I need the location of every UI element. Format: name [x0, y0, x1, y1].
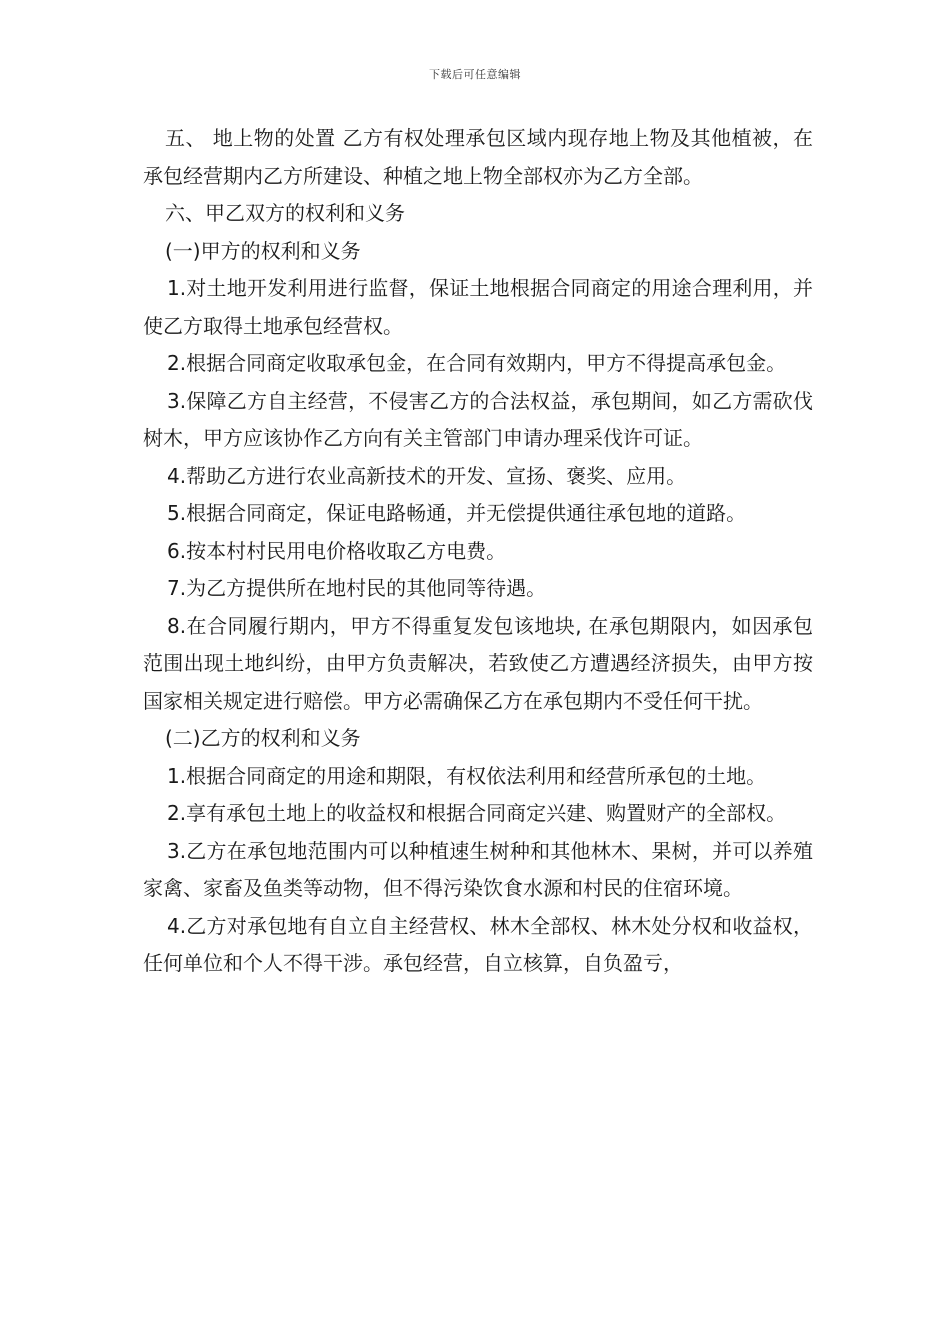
list-item: 6.按本村村民用电价格收取乙方电费。: [167, 538, 507, 563]
list-item: 8.在合同履行期内，甲方不得重复发包该地块, 在承包期限内，如因承包范围出现土地纠纷，由甲方负责解决，若致使乙方遭遇经济损失，由甲方按国家相关规定进行赔偿。甲方必需确保乙方在承包期内不受任何干扰。: [143, 613, 813, 713]
heading-section-6: 六、甲乙双方的权利和义务: [165, 201, 405, 225]
page-header: 下载后可任意编辑: [429, 68, 521, 81]
list-item: 4.帮助乙方进行农业高新技术的开发、宣扬、褒奖、应用。: [167, 463, 687, 488]
list-item: 1.根据合同商定的用途和期限，有权依法利用和经营所承包的土地。: [167, 763, 767, 788]
list-item: 4.乙方对承包地有自立自主经营权、林木全部权、林木处分权和收益权，任何单位和个人不得干涉。承包经营，自立核算，自负盈亏，: [143, 913, 813, 975]
list-item: 3.保障乙方自主经营，不侵害乙方的合法权益，承包期间，如乙方需砍伐树木，甲方应该协作乙方向有关主管部门申请办理采伐许可证。: [143, 388, 813, 450]
list-item: 2.根据合同商定收取承包金，在合同有效期内，甲方不得提高承包金。: [167, 351, 787, 375]
document-body: [143, 120, 813, 983]
subheading-party-b: (二)乙方的权利和义务: [165, 726, 361, 750]
list-item: 1.对土地开发利用进行监督，保证土地根据合同商定的用途合理利用，并使乙方取得土地承包经营权。: [143, 276, 813, 338]
subheading-party-a: (一)甲方的权利和义务: [165, 238, 361, 263]
list-item: 5.根据合同商定，保证电路畅通，并无偿提供通往承包地的道路。: [167, 501, 747, 525]
list-item: 3.乙方在承包地范围内可以种植速生树种和其他林木、果树，并可以养殖家禽、家畜及鱼类等动物，但不得污染饮食水源和村民的住宿环境。: [143, 838, 813, 900]
list-item: 7.为乙方提供所在地村民的其他同等待遇。: [167, 576, 547, 600]
paragraph-section-5: 五、 地上物的处置 乙方有权处理承包区域内现存地上物及其他植被，在承包经营期内乙方所建设、种植之地上物全部权亦为乙方全部。: [143, 126, 813, 188]
list-item: 2.享有承包土地上的收益权和根据合同商定兴建、购置财产的全部权。: [167, 801, 787, 825]
